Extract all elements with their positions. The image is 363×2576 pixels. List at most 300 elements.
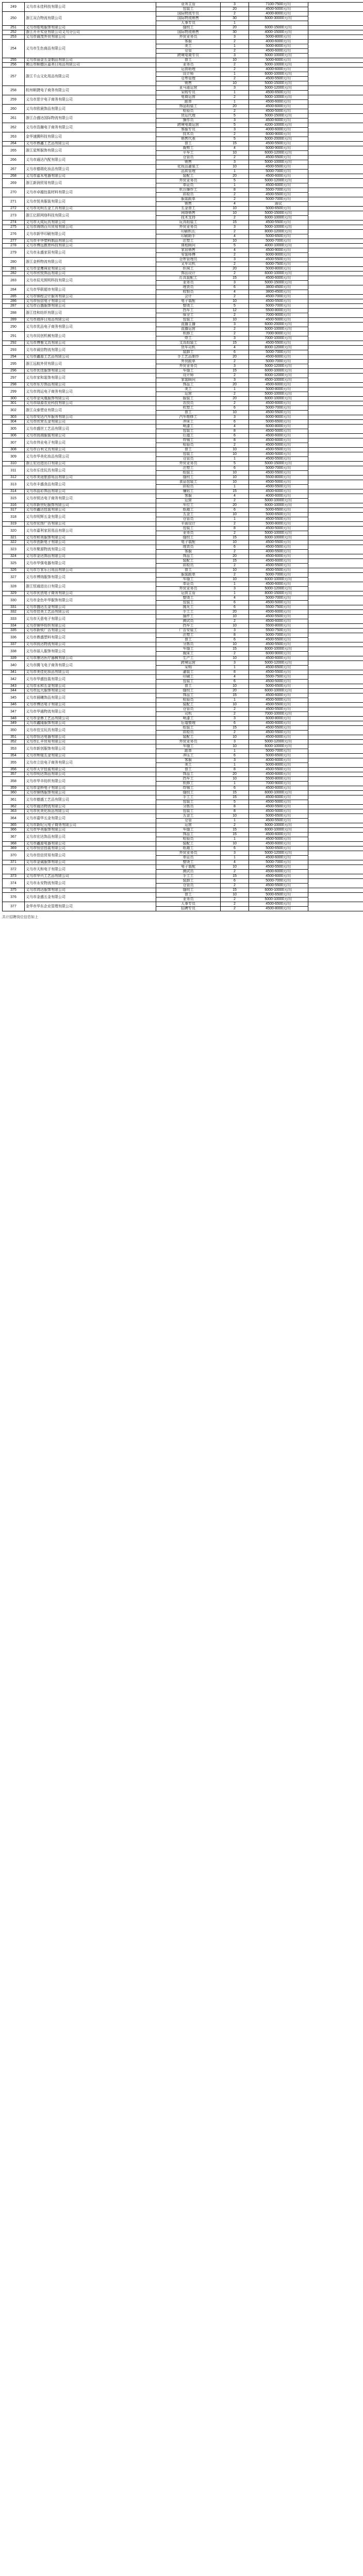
headcount: 10	[221, 744, 249, 749]
table-row	[3, 902, 363, 907]
headcount: 1	[221, 457, 249, 462]
position-title: 文具组装工	[156, 341, 221, 346]
remark-cell	[308, 615, 363, 624]
company-name: 义乌市优美化妆品有限公司	[25, 809, 156, 814]
headcount: 3	[221, 225, 249, 230]
salary-range: 4500-5500元/月	[249, 258, 308, 262]
table-row	[3, 615, 363, 619]
remark-cell	[308, 95, 363, 105]
company-name: 义乌市聚源物流有限公司	[25, 545, 156, 554]
headcount: 3	[221, 378, 249, 383]
headcount: 6	[221, 434, 249, 438]
headcount: 4	[221, 146, 249, 151]
table-row	[3, 503, 363, 508]
position-title: 货车司机	[156, 346, 221, 350]
position-title: 国际物流专员	[156, 12, 221, 16]
position-title: 服装跟单	[156, 573, 221, 578]
company-name: 义乌市诚茂外贸有限公司	[25, 35, 156, 40]
salary-range: 7000-10000元/月	[249, 712, 308, 717]
remark-cell	[308, 40, 363, 58]
headcount: 10	[221, 211, 249, 216]
remark-cell	[308, 3, 363, 12]
headcount: 10	[221, 165, 249, 170]
table-row	[3, 703, 363, 707]
company-name: 义乌市天成玩具有限公司	[25, 221, 156, 225]
position-title: 电子装配	[156, 299, 221, 304]
position-title: 车缝工	[156, 647, 221, 652]
salary-range: 4500-5000元/月	[249, 429, 308, 434]
salary-range: 4500-6500元/月	[249, 902, 308, 907]
headcount: 1	[221, 856, 249, 860]
job-listing-table	[2, 2, 363, 911]
salary-range: 6000-10000元/月	[249, 72, 308, 77]
remark-cell	[308, 591, 363, 596]
table-row	[3, 842, 363, 846]
company-name: 义乌市绿源农业科技有限公司	[25, 401, 156, 406]
salary-range: 5000-7000元/月	[249, 197, 308, 202]
table-row	[3, 805, 363, 809]
row-number: 266	[3, 156, 25, 165]
salary-range: 4500-5000元/月	[249, 109, 308, 114]
remark-cell	[308, 503, 363, 508]
row-number: 334	[3, 624, 25, 629]
row-number: 291	[3, 332, 25, 341]
row-number: 308	[3, 448, 25, 452]
position-title: 服装跟单	[156, 197, 221, 202]
salary-range: 4500-5500元/月	[249, 670, 308, 675]
remark-cell	[308, 684, 363, 689]
remark-cell	[308, 197, 363, 207]
position-title: 饰品工	[156, 693, 221, 698]
headcount: 3	[221, 54, 249, 58]
company-name: 义乌市东方饰品有限公司	[25, 383, 156, 387]
row-number: 298	[3, 383, 25, 387]
position-title: 人事专员	[156, 902, 221, 907]
remark-cell	[308, 438, 363, 448]
row-number: 376	[3, 893, 25, 902]
salary-range: 4500-5000元/月	[249, 601, 308, 605]
table-row	[3, 383, 363, 387]
row-number: 340	[3, 661, 25, 670]
position-title: 销售	[156, 81, 221, 86]
salary-range: 6000-10000元/月	[249, 791, 308, 795]
salary-range: 4500-5500元/月	[249, 726, 308, 731]
headcount: 6	[221, 721, 249, 726]
headcount: 4	[221, 596, 249, 601]
company-name: 义乌市诚信物流有限公司	[25, 346, 156, 355]
salary-range: 5000-6500元/月	[249, 684, 308, 689]
salary-range: 8000-15000元/月	[249, 591, 308, 596]
salary-range: 4500-5500元/月	[249, 341, 308, 346]
row-number: 369	[3, 846, 25, 851]
remark-cell	[308, 272, 363, 276]
table-row	[3, 40, 363, 44]
row-number: 263	[3, 132, 25, 142]
headcount: 2	[221, 731, 249, 735]
position-title: 裁剪工	[156, 146, 221, 151]
company-name: 义乌市康达医疗器械有限公司	[25, 656, 156, 661]
table-row	[3, 448, 363, 452]
position-title: 组装工	[156, 471, 221, 476]
remark-cell	[308, 132, 363, 142]
company-name: 义乌市华联超市有限公司	[25, 285, 156, 295]
headcount: 4	[221, 425, 249, 429]
table-row	[3, 689, 363, 693]
company-name: 杭州顺捷电子商务有限公司	[25, 86, 156, 95]
position-title: 冲压工	[156, 754, 221, 758]
company-name: 义乌市嘉利家居用品有限公司	[25, 527, 156, 536]
salary-range: 4500-5000元/月	[249, 527, 308, 531]
table-row	[3, 179, 363, 183]
remark-cell	[308, 105, 363, 114]
headcount: 1	[221, 517, 249, 522]
row-number: 339	[3, 656, 25, 661]
salary-range: 5000-7000元/月	[249, 170, 308, 174]
row-number: 335	[3, 629, 25, 633]
headcount: 6	[221, 285, 249, 290]
remark-cell	[308, 114, 363, 123]
salary-range: 5000-15000元/月	[249, 114, 308, 118]
company-name: 义乌市瑞祥日用品有限公司	[25, 318, 156, 323]
headcount: 8	[221, 805, 249, 809]
row-number: 353	[3, 744, 25, 754]
row-number: 321	[3, 536, 25, 540]
company-name: 义乌市金诚服饰有限公司	[25, 860, 156, 865]
table-row	[3, 823, 363, 828]
salary-range: 6000-10000元/月	[249, 216, 308, 221]
headcount: 5	[221, 800, 249, 805]
headcount: 10	[221, 540, 249, 545]
company-name: 义乌市晶彩饰品有限公司	[25, 489, 156, 494]
headcount: 20	[221, 772, 249, 777]
salary-range: 4500-5500元/月	[249, 707, 308, 712]
salary-range: 5000-6500元/月	[249, 420, 308, 425]
position-title: 直播主播	[156, 323, 221, 327]
company-name: 义乌市丽金五金制品有限公司	[25, 58, 156, 63]
row-number: 253	[3, 35, 25, 40]
salary-range: 5000-12000元/月	[249, 661, 308, 666]
row-number: 322	[3, 540, 25, 545]
salary-range: 5000-10000元/月	[249, 327, 308, 332]
position-title: 后道工	[156, 434, 221, 438]
row-number: 257	[3, 67, 25, 86]
salary-range: 5000-6500元/月	[249, 846, 308, 851]
salary-range: 5000-7000元/月	[249, 749, 308, 754]
table-row	[3, 267, 363, 272]
table-row	[3, 740, 363, 744]
salary-range: 5000-12000元/月	[249, 364, 308, 369]
row-number: 349	[3, 721, 25, 726]
row-number: 275	[3, 225, 25, 230]
company-name: 义乌市万家乐日用品有限公司	[25, 568, 156, 573]
table-row	[3, 323, 363, 327]
company-name: 佛山市顺德区嘉美日用品有限公司	[25, 63, 156, 67]
row-number: 326	[3, 568, 25, 573]
position-title: 吹塑工	[156, 406, 221, 411]
row-number: 278	[3, 244, 25, 248]
remark-cell	[308, 545, 363, 554]
headcount: 15	[221, 369, 249, 374]
position-title: 五金工	[156, 513, 221, 517]
table-row	[3, 95, 363, 100]
row-number: 309	[3, 452, 25, 462]
row-number: 366	[3, 828, 25, 833]
table-row	[3, 146, 363, 151]
salary-range: 6000-15000元/月	[249, 26, 308, 30]
row-number: 358	[3, 777, 25, 786]
company-name: 义乌市鑫源工艺品有限公司	[25, 355, 156, 360]
company-name: 义乌市优佳服饰有限公司	[25, 369, 156, 374]
headcount: 2	[221, 499, 249, 503]
table-row	[3, 346, 363, 350]
company-name: 义乌市生色商品有限公司	[25, 40, 156, 58]
remark-cell	[308, 540, 363, 545]
company-name: 义乌市华强电器有限公司	[25, 559, 156, 568]
sheet-footer: 共计招聘岗位信息如上	[2, 916, 38, 919]
remark-cell	[308, 661, 363, 670]
row-number: 345	[3, 693, 25, 703]
salary-range: 5000-10000元/月	[249, 531, 308, 536]
position-title: 质检员	[156, 731, 221, 735]
salary-range: 4500-6000元/月	[249, 721, 308, 726]
headcount: 2	[221, 522, 249, 527]
table-row	[3, 355, 363, 360]
table-row	[3, 244, 363, 248]
salary-range: 4000-5500元/月	[249, 550, 308, 554]
company-name: 义乌市鑫源电器有限公司	[25, 842, 156, 846]
salary-range: 5000-6500元/月	[249, 207, 308, 211]
position-title: 车缝工	[156, 578, 221, 582]
position-title: 缝纫工	[156, 888, 221, 893]
table-row	[3, 188, 363, 193]
position-title: 装卸工	[156, 879, 221, 884]
salary-range: 4500-6000元/月	[249, 383, 308, 387]
table-row	[3, 295, 363, 299]
salary-range: 5000-7000元/月	[249, 633, 308, 638]
table-row	[3, 768, 363, 772]
company-name: 义乌市博达电子有限公司	[25, 703, 156, 707]
headcount: 4	[221, 860, 249, 865]
headcount: 10	[221, 81, 249, 86]
position-title: 招聘专员	[156, 907, 221, 911]
table-row	[3, 132, 363, 137]
position-title: 装配工	[156, 735, 221, 740]
table-row	[3, 596, 363, 601]
position-title: 家装顾问	[156, 378, 221, 383]
row-number: 293	[3, 346, 25, 355]
table-row	[3, 30, 363, 35]
row-number: 331	[3, 605, 25, 610]
company-name: 义乌市华盛包装有限公司	[25, 675, 156, 684]
company-name: 义乌市美途旅游用品有限公司	[25, 476, 156, 480]
position-title: 包装工	[156, 318, 221, 323]
position-title: 普工	[156, 411, 221, 415]
row-number: 348	[3, 717, 25, 721]
row-number: 290	[3, 323, 25, 332]
row-number: 352	[3, 740, 25, 744]
headcount: 6	[221, 420, 249, 425]
remark-cell	[308, 689, 363, 693]
position-title: 单证员	[156, 183, 221, 188]
remark-cell	[308, 554, 363, 559]
salary-range: 4500-5000元/月	[249, 318, 308, 323]
remark-cell	[308, 624, 363, 629]
headcount: 10	[221, 893, 249, 897]
position-title: 业务员	[156, 897, 221, 902]
salary-range: 4500-5500元/月	[249, 448, 308, 452]
position-title: 仓管	[156, 819, 221, 823]
position-title: 仓管员	[156, 457, 221, 462]
headcount: 6	[221, 350, 249, 355]
remark-cell	[308, 401, 363, 406]
headcount: 10	[221, 777, 249, 782]
company-name: 义乌市金凤凰服饰有限公司	[25, 397, 156, 401]
position-title: 生产工	[156, 656, 221, 661]
table-row	[3, 777, 363, 782]
remark-cell	[308, 309, 363, 318]
remark-cell	[308, 304, 363, 309]
row-number: 360	[3, 791, 25, 795]
table-row	[3, 489, 363, 494]
position-title: 焊锡工	[156, 786, 221, 791]
table-row	[3, 559, 363, 564]
remark-cell	[308, 211, 363, 221]
position-title: 织袜工	[156, 267, 221, 272]
company-name: 义乌市恒信电子有限公司	[25, 299, 156, 304]
headcount: 2	[221, 360, 249, 364]
headcount: 15	[221, 536, 249, 540]
position-title: 外贸业务员	[156, 740, 221, 744]
headcount: 4	[221, 234, 249, 239]
table-row	[3, 309, 363, 313]
headcount: 6	[221, 846, 249, 851]
company-name: 义乌市德盛工艺品有限公司	[25, 795, 156, 805]
headcount: 8	[221, 527, 249, 531]
row-number: 310	[3, 462, 25, 466]
row-number: 373	[3, 874, 25, 879]
position-title: 汽车维修工	[156, 415, 221, 420]
row-number: 287	[3, 304, 25, 309]
row-number: 324	[3, 554, 25, 559]
position-title: 外贸业务员	[156, 851, 221, 856]
salary-range: 4500-8000元/月	[249, 907, 308, 911]
salary-range: 4500-5500元/月	[249, 411, 308, 415]
company-name: 义乌市欣悦饰品有限公司	[25, 272, 156, 276]
row-number: 355	[3, 758, 25, 768]
position-title: 会计	[156, 295, 221, 299]
row-number: 336	[3, 633, 25, 642]
company-name: 义乌市凯达物流有限公司	[25, 642, 156, 647]
company-name: 义乌市金色年华服饰有限公司	[25, 596, 156, 605]
position-title: 包装工	[156, 800, 221, 805]
headcount: 2	[221, 197, 249, 202]
table-row	[3, 791, 363, 795]
headcount: 1	[221, 21, 249, 26]
position-title: 外贸业务员	[156, 179, 221, 183]
job-listing-sheet	[2, 2, 361, 920]
headcount: 20	[221, 174, 249, 179]
headcount: 30	[221, 30, 249, 35]
company-name: 义乌市鼎盛塑料有限公司	[25, 633, 156, 642]
salary-range: 6000-10000元/月	[249, 689, 308, 693]
row-number: 344	[3, 689, 25, 693]
position-title: 镶钻工	[156, 489, 221, 494]
remark-cell	[308, 323, 363, 332]
row-number: 371	[3, 860, 25, 865]
position-title: 设计师	[156, 72, 221, 77]
salary-range: 4500-6000元/月	[249, 183, 308, 188]
row-number: 283	[3, 276, 25, 285]
row-number: 286	[3, 299, 25, 304]
job-listing-body	[3, 3, 363, 911]
salary-range: 4000-10000元/月	[249, 244, 308, 248]
headcount: 15	[221, 489, 249, 494]
table-row	[3, 369, 363, 374]
row-number: 337	[3, 642, 25, 647]
position-title: 裁床工	[156, 652, 221, 656]
company-name: 义乌市锦华纺织有限公司	[25, 624, 156, 629]
company-name: 义乌市新创服饰有限公司	[25, 744, 156, 754]
remark-cell	[308, 332, 363, 341]
table-row	[3, 661, 363, 666]
salary-range: 5000-12000元/月	[249, 851, 308, 856]
position-title: 广告安装工	[156, 629, 221, 633]
salary-range: 5000-8000元/月	[249, 763, 308, 768]
salary-range: 6000-10000元/月	[249, 888, 308, 893]
position-title: 品质管理	[156, 170, 221, 174]
row-number: 279	[3, 248, 25, 258]
salary-range: 4000-6000元/月	[249, 758, 308, 763]
table-row	[3, 114, 363, 118]
salary-range: 面议	[249, 202, 308, 207]
table-row	[3, 225, 363, 230]
headcount: 10	[221, 151, 249, 156]
row-number: 294	[3, 355, 25, 360]
company-name: 义乌市乐佳玩具有限公司	[25, 466, 156, 476]
table-row	[3, 258, 363, 262]
headcount: 1	[221, 387, 249, 392]
company-name: 义乌市百盛服饰有限公司	[25, 304, 156, 309]
headcount: 10	[221, 624, 249, 629]
remark-cell	[308, 123, 363, 132]
headcount: 2	[221, 564, 249, 568]
company-name: 浙江远航外贸有限公司	[25, 360, 156, 369]
company-name: 义乌市家和装饰有限公司	[25, 374, 156, 383]
company-name: 义乌市海纳百川贸易有限公司	[25, 225, 156, 230]
company-name: 义乌市永和五金有限公司	[25, 684, 156, 689]
headcount: 20	[221, 7, 249, 12]
salary-range: 6000-9000元/月	[249, 253, 308, 258]
position-title: 理货员	[156, 545, 221, 550]
position-title: 饰品设计	[156, 272, 221, 276]
row-number: 303	[3, 415, 25, 420]
salary-range: 7000-9000元/月	[249, 332, 308, 336]
salary-range: 4500-5500元/月	[249, 865, 308, 870]
headcount: 4	[221, 494, 249, 499]
headcount: 2	[221, 40, 249, 44]
position-title: 灯具装配工	[156, 276, 221, 281]
salary-range: 6000-12000元/月	[249, 374, 308, 378]
remark-cell	[308, 67, 363, 86]
position-title: 家居销售	[156, 248, 221, 253]
headcount: 4	[221, 675, 249, 680]
row-number: 328	[3, 582, 25, 591]
remark-cell	[308, 466, 363, 476]
salary-range: 6000-10000元/月	[249, 536, 308, 540]
headcount: 15	[221, 791, 249, 795]
salary-range: 4500-5500元/月	[249, 703, 308, 707]
headcount: 20	[221, 105, 249, 109]
